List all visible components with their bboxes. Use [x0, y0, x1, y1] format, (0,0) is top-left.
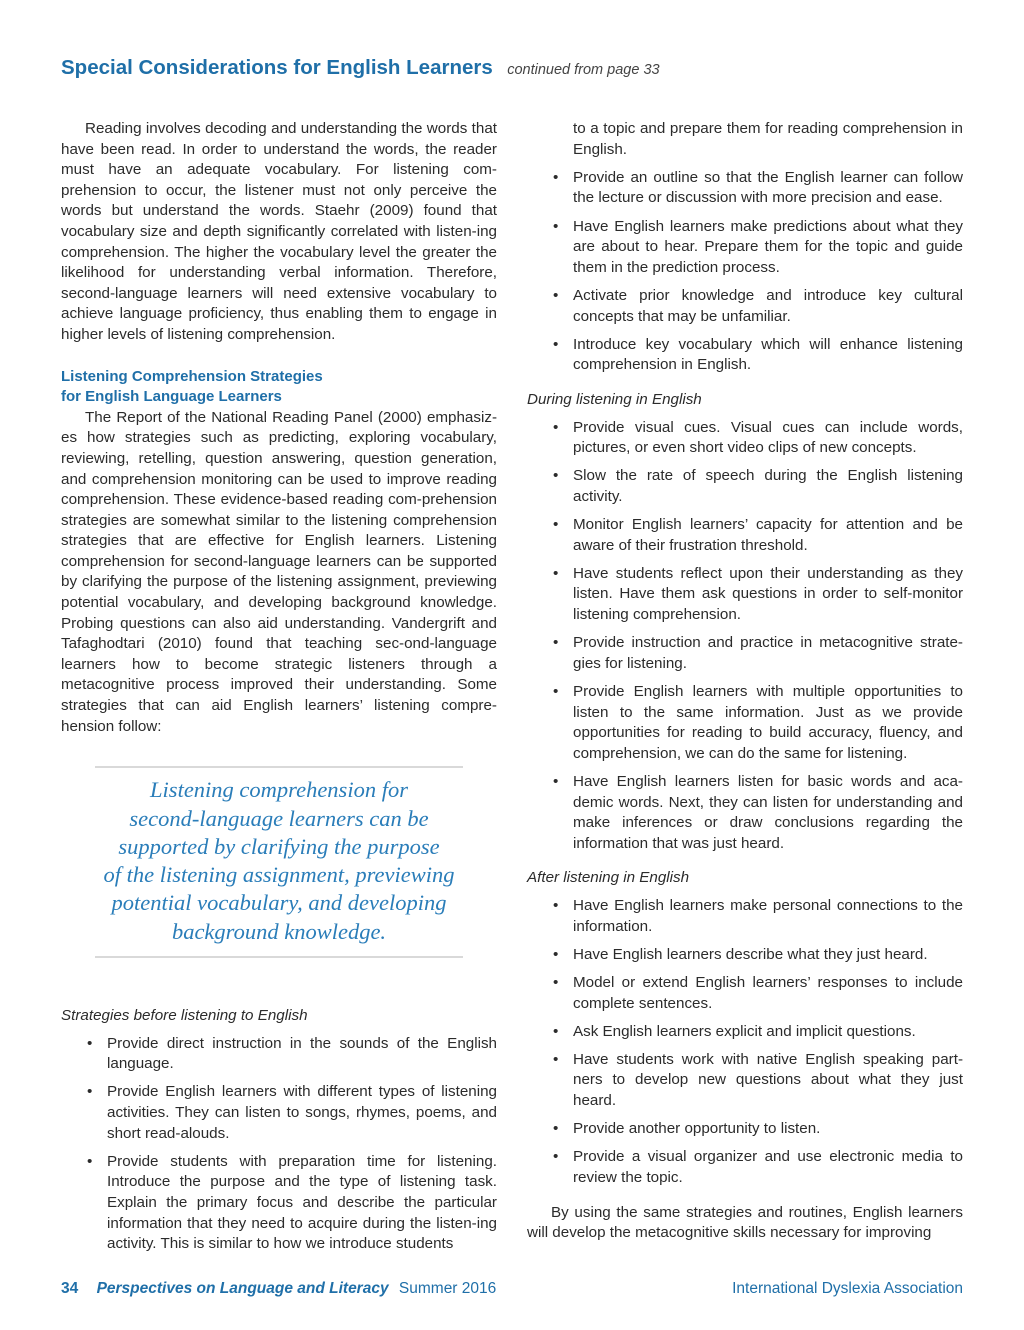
bullet-icon: •: [553, 896, 559, 914]
list-item: • Slow the rate of speech during the English listening activity.: [553, 467, 963, 505]
bullet-icon: •: [553, 564, 559, 582]
pull-quote: [95, 766, 463, 958]
before-listening-list-continued: [527, 168, 963, 376]
bullet-icon: •: [553, 945, 559, 963]
section-title: Special Considerations for English Learners: [61, 56, 493, 79]
pull-quote-line: potential vocabulary, and developing: [111, 890, 447, 916]
continued-note: continued from page 33: [507, 62, 660, 78]
list-item: • Have students reflect upon their understanding as they listen. Have them ask questions in order to self-monitor listening comprehension.: [553, 564, 963, 624]
closing-paragraph: By using the same strategies and routines, English learners will develop the metacognitive skills necessary for improving: [527, 1203, 963, 1242]
after-listening-list: [527, 896, 963, 1189]
before-listening-list: [61, 1034, 497, 1255]
bullet-icon: •: [553, 973, 559, 991]
journal-title: Perspectives on Language and Literacy: [96, 1280, 389, 1297]
subheading: [61, 367, 497, 408]
bullet-icon: •: [553, 634, 559, 652]
before-listening-label: Strategies before listening to English: [61, 1007, 308, 1024]
list-item: • Provide a visual organizer and use electronic media to review the topic.: [553, 1148, 963, 1187]
during-listening-list: [527, 418, 963, 855]
footer-left: [61, 1280, 496, 1298]
subheading-line-1: Listening Comprehension Strategies: [61, 367, 323, 385]
list-item: • Have students work with native English speaking part-ners to develop new questions about what they just heard.: [553, 1050, 963, 1110]
bullet-icon: •: [553, 772, 559, 790]
body-paragraph: The Report of the National Reading Panel (2000) emphasiz-es how strategies such as predicting, exploring vocabulary, reviewing, retelling, question answering, question generation, and comprehension monitoring can be used to improve reading comprehension. These evidence-based reading com-prehension strategies are somewhat similar to the listening comprehension strategies that are effective for English learners. Listening comprehension for second-language learners can be supported by clarifying the purpose of the listening assignment, previewing potential vocabulary, and developing background knowledge. Probing questions can also aid understanding. Vandergrift and Tafaghodtari (2010) found that teaching sec-ond-language learners how to become strategic listeners through a metacognitive process improved their understanding. Some strategies that can aid English learners’ listening compre-hension follow:: [61, 408, 497, 735]
pull-quote-line: second-language learners can be: [129, 805, 429, 831]
bullet-icon: •: [553, 683, 559, 700]
pull-quote-line: Listening comprehension for: [150, 777, 408, 803]
bullet-icon: •: [87, 1034, 93, 1052]
list-item: • Introduce key vocabulary which will enhance listening comprehension in English.: [553, 335, 963, 374]
subheading-line-2: for English Language Learners: [61, 388, 282, 406]
bullet-icon: •: [553, 1022, 559, 1040]
list-item: • Provide an outline so that the English learner can follow the lecture or discussion with more precision and ease.: [553, 168, 963, 207]
bullet-icon: •: [553, 217, 559, 235]
list-item: • Provide visual cues. Visual cues can include words, pictures, or even short video clips of new concepts.: [553, 418, 963, 457]
list-item: • Provide students with preparation time for listening. Introduce the purpose and the type of listening task. Explain the primary focus and describe the particular information that they need to acquire during the listen-ing activity. This is similar to how we introduce students: [87, 1152, 497, 1253]
bullet-icon: •: [553, 516, 559, 534]
list-item: • Activate prior knowledge and introduce key cultural concepts that may be unfamiliar.: [553, 286, 963, 325]
list-item: • Provide direct instruction in the sounds of the English language.: [87, 1034, 497, 1073]
list-item: • Provide English learners with different types of listening activities. They can listen to songs, rhymes, poems, and short read-alouds.: [87, 1083, 497, 1142]
list-item: • Model or extend English learners’ responses to include complete sentences.: [553, 973, 963, 1012]
bullet-icon: •: [553, 335, 559, 353]
bullet-icon: •: [553, 418, 559, 436]
list-item: • Have English learners make personal connections to the information.: [553, 896, 963, 935]
bullet-icon: •: [553, 1148, 559, 1166]
list-item: • Provide English learners with multiple opportunities to listen to the same information. Just as we provide opportunities for reading to build accuracy, fluency, and comprehension, we can do the same for listening.: [553, 683, 963, 762]
page-number: 34: [61, 1280, 79, 1297]
pull-quote-line: supported by clarifying the purpose: [118, 833, 440, 859]
list-item: • Monitor English learners’ capacity for attention and be aware of their frustration threshold.: [553, 516, 963, 554]
bullet-icon: •: [87, 1152, 93, 1170]
left-column: [61, 119, 497, 1262]
list-item: • Provide another opportunity to listen.: [527, 1119, 963, 1140]
bullet-icon: •: [553, 168, 559, 186]
during-listening-label: During listening in English: [527, 390, 702, 408]
list-item: • Have English learners listen for basic words and aca-demic words. Next, they can listen for understanding and make inferences or draw conclusions regarding the information that was just heard.: [553, 772, 963, 852]
footer-organization: International Dyslexia Association: [732, 1280, 963, 1297]
list-item: • Have English learners describe what they just heard.: [527, 945, 963, 966]
right-column: [527, 119, 963, 1244]
issue-label: Summer 2016: [398, 1280, 497, 1297]
list-item: • Ask English learners explicit and implicit questions.: [527, 1022, 963, 1043]
bullet-icon: •: [553, 467, 559, 485]
pull-quote-line: of the listening assignment, previewing: [103, 862, 455, 888]
continued-list-text: to a topic and prepare them for reading comprehension in English.: [573, 120, 963, 158]
pull-quote-line: background knowledge.: [171, 918, 387, 944]
bullet-icon: •: [553, 1050, 559, 1068]
list-item: • Have English learners make predictions about what they are about to hear. Prepare them for the topic and guide them in the prediction process.: [553, 217, 963, 276]
bullet-icon: •: [553, 286, 559, 304]
bullet-icon: •: [553, 1120, 559, 1138]
bullet-icon: •: [87, 1083, 93, 1101]
list-item: • Provide instruction and practice in metacognitive strate-gies for listening.: [553, 634, 963, 672]
intro-paragraph: Reading involves decoding and understanding the words that have been read. In order to understand the words, the reader must have an adequate vocabulary. For listening com-prehension to occur, the listener must not only perceive the words but understand the words. Staehr (2009) found that vocabulary size and depth significantly correlated with listen-ing comprehension. The higher the vocabulary level the greater the likelihood for understanding verbal information. Therefore, second-language learners will need extensive vocabulary to achieve language proficiency, thus enabling them to engage in higher levels of listening comprehension.: [61, 120, 497, 343]
after-listening-label: After listening in English: [527, 869, 690, 887]
page-header: [61, 56, 660, 80]
